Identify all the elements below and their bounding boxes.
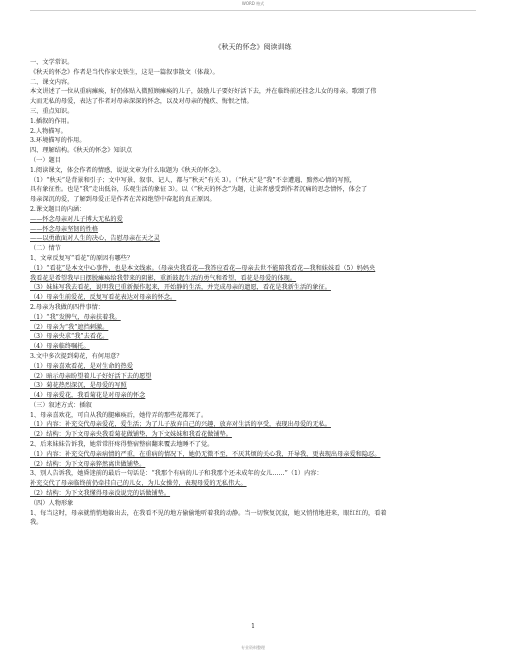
text-line-content: 我看花是希望我早日摆脱瘫痪给我带来的阴影，重新鼓起生活的勇气和希望，看花是母爱的体现。 [30, 274, 297, 282]
text-line [30, 283, 476, 293]
text-line-content: 我。 [30, 519, 43, 527]
text-line [30, 313, 476, 323]
text-line-content: （4）母亲爱花，我看菊花是对母亲的怀念 [30, 392, 146, 400]
text-line-content: （1）“我”发脾气，母亲扶着我。 [30, 313, 121, 321]
text-line-content: 一、文学常识。 [30, 59, 74, 66]
text-line [30, 352, 476, 362]
text-line-content: （2）结构：为下文我懂得母亲没说完的话做铺垫。 [30, 490, 171, 498]
text-line [30, 68, 476, 78]
text-line-content: 1.插叙的作用。 [30, 117, 74, 125]
text-line-content: 《秋天的怀念》作者是当代作家史铁生，这是一篇叙事散文（体裁）。 [30, 68, 219, 76]
text-line-content: （3）妹妹写我去看花，说明我已重新振作起来，开始静的生活，并完成母亲的遗愿，看花是我新生活的象征。 [30, 284, 331, 292]
text-line [30, 293, 476, 303]
text-line-content: （2）母亲为“我”遮挡刺激。 [30, 323, 109, 331]
text-line [30, 234, 476, 244]
text-line-content: （二）情节 [30, 245, 61, 253]
document-title: 《秋天的怀念》阅读训练 [214, 43, 292, 51]
text-line [30, 430, 476, 440]
text-line-content: （1）“看花”是本文中心事件，也是本文线索。（母亲央我看花—我答应看花—母亲去世不能陪我看花—我和妹妹看（5）妈妈央 [30, 264, 376, 272]
text-line [30, 391, 476, 401]
text-line-content: 2.人物描写。 [30, 127, 67, 135]
text-line [30, 176, 476, 186]
text-line [30, 303, 476, 313]
text-line-content: 四、理解结构。《秋天的怀念》知识点 [30, 147, 133, 155]
text-line [30, 460, 476, 470]
text-line [30, 244, 476, 254]
header-text: WORD 格式 [241, 1, 265, 6]
text-line [30, 440, 476, 450]
text-line [30, 479, 476, 489]
text-line [30, 78, 476, 88]
text-line [30, 58, 476, 68]
text-line-content: 3.环境描写的作用。 [30, 137, 86, 145]
text-line [30, 342, 476, 352]
text-line-content: ——以勇敢面对人生的决心，告慰母亲在天之灵 [30, 235, 160, 243]
text-line-content: 2.母亲为我做的四件事情： [30, 303, 104, 311]
text-line-content: 本文讲述了一位从重病瘫痪，好仍体贴入微照顾瘫痪的儿子，鼓励儿子要好好活下去，并在临终前还挂念儿女的母亲。歌颂了伟 [30, 88, 377, 96]
text-line [30, 332, 476, 342]
text-line [30, 362, 476, 372]
text-line [30, 401, 476, 411]
text-line [30, 225, 476, 235]
text-line-content: 3、别人告诉我，她昏迷前的最后一句话是：“我那个有病的儿子和我那个还未成年的女儿……”（1）内容： [30, 470, 323, 478]
text-line-content: ——怀念母亲对儿子博大无私的爱 [30, 215, 123, 223]
text-line-content: （1）“秋天”是背景和引子；文中写景、叙事、记人，都与“秋天”有关 3）。（“秋天”是“我”不幸遭遇、黯然心情的写照， [30, 176, 356, 184]
text-line-content: （1）内容：补充交代母亲爱花，爱生活；为了儿子放弃自己的兴趣，放弃对生活的享受，表现出母爱的无私。 [30, 421, 331, 429]
text-line [30, 97, 476, 107]
text-line-content: 补充交代了母亲临终前仍牵挂自己的儿女，为儿女操劳，表现母爱的无私伟大。 [30, 480, 247, 488]
text-line-content: （1）内容：补充交代母亲病情的严重，在重病的情况下，她仍无微不至，不厌其烦的关心我，开导我，更表现出母亲爱和隐忍。 [30, 450, 381, 458]
text-line-content: 1、母亲喜欢花，可自从我的腿瘫痪后，她侍弄的那些花都死了。 [30, 411, 208, 419]
text-line-content: 二、课文内容。 [30, 78, 74, 86]
header-divider [30, 10, 476, 11]
page-header [0, 0, 506, 14]
text-line-content: （三）叙述方式：插叙 [30, 401, 92, 409]
text-line [30, 87, 476, 97]
text-line [30, 166, 476, 176]
page-number: 1 [251, 623, 255, 630]
text-line-content: 母亲深沉的爱，了解到母爱正是作者在苦闷绝望中奋起的真正原因。 [30, 196, 216, 204]
text-line-content: （4）母亲生前爱花，反复写看花表达对母亲的怀念。 [30, 294, 177, 302]
text-line-content: （四）人物形象 [30, 499, 74, 507]
text-line [30, 411, 476, 421]
text-line [30, 254, 476, 264]
document-body [30, 40, 476, 630]
text-line [30, 156, 476, 166]
text-line [30, 274, 476, 284]
text-line [30, 381, 476, 391]
text-line [30, 509, 476, 519]
text-line [30, 323, 476, 333]
text-line [30, 372, 476, 382]
text-line-content: （一）题目 [30, 156, 61, 164]
text-line-content: 2.课文题目的内涵： [30, 205, 86, 213]
text-line-content: 三、重点知识。 [30, 107, 74, 115]
text-line [30, 185, 476, 195]
text-line-content: 具有象征性。也是“我”走出低谷，乐观生活的象征 3）。以（“秋天的怀念”为题，让读者感受到作者沉痛的思念情怀，体会了 [30, 186, 368, 194]
text-line-content: 1、文章反复写“看花”的原因有哪些？ [30, 254, 134, 262]
text-line-content: 大而无私的母爱，表达了作者对母亲深深的怀念，以及对母亲的愧疚、悔恨之情。 [30, 98, 253, 106]
text-line [30, 489, 476, 499]
text-line [30, 146, 476, 156]
text-line [30, 117, 476, 127]
text-line [30, 420, 476, 430]
text-line-content: 3.文中多次提到菊花，有何用意？ [30, 352, 123, 360]
text-line-content: （2）结构：为下文母亲猝然离世做铺垫。 [30, 460, 146, 468]
text-line-content: 1.阅读课文，体会作者的情感，说说文章为什么取题为《秋天的怀念》。 [30, 166, 225, 174]
text-line-content: （2）暗示母亲盼望着儿子好好活下去的愿望 [30, 372, 152, 380]
text-line-content: （3）菊花热烈深沉，是母爱的写照 [30, 382, 127, 390]
text-line-content: （4）母亲临终嘱托。 [30, 343, 90, 351]
text-line [30, 215, 476, 225]
text-line-content: ——怀念母亲坚韧的性格 [30, 225, 99, 233]
text-line-content: 1、每当这时，母亲就悄悄地躲出去，在我看不见的地方偷偷地听着我的动静。当一切恢复沉寂，她又悄悄地进来，眼红红的，看着 [30, 509, 387, 517]
text-line [30, 264, 476, 274]
text-line [30, 195, 476, 205]
text-line [30, 499, 476, 509]
text-line-content: 2、后来妹妹告诉我，她常常肝疼得整宿整宿翻来覆去地睡不了觉。 [30, 441, 214, 449]
text-line-content: （3）母亲央求“我”去看花。 [30, 333, 109, 341]
page-footer: 专业资料整理 [241, 645, 265, 650]
text-line [30, 469, 476, 479]
text-line-content: （2）结构：为下文母亲央我看菊花做铺垫，为下文妹妹和我看花做铺垫。 [30, 431, 232, 439]
text-line [30, 136, 476, 146]
text-line [30, 518, 476, 528]
text-line [30, 107, 476, 117]
text-line [30, 450, 476, 460]
text-line [30, 127, 476, 137]
text-line [30, 205, 476, 215]
document-lines [30, 58, 476, 528]
text-line-content: （1）母亲喜欢看花，是对生命的热爱 [30, 362, 133, 370]
